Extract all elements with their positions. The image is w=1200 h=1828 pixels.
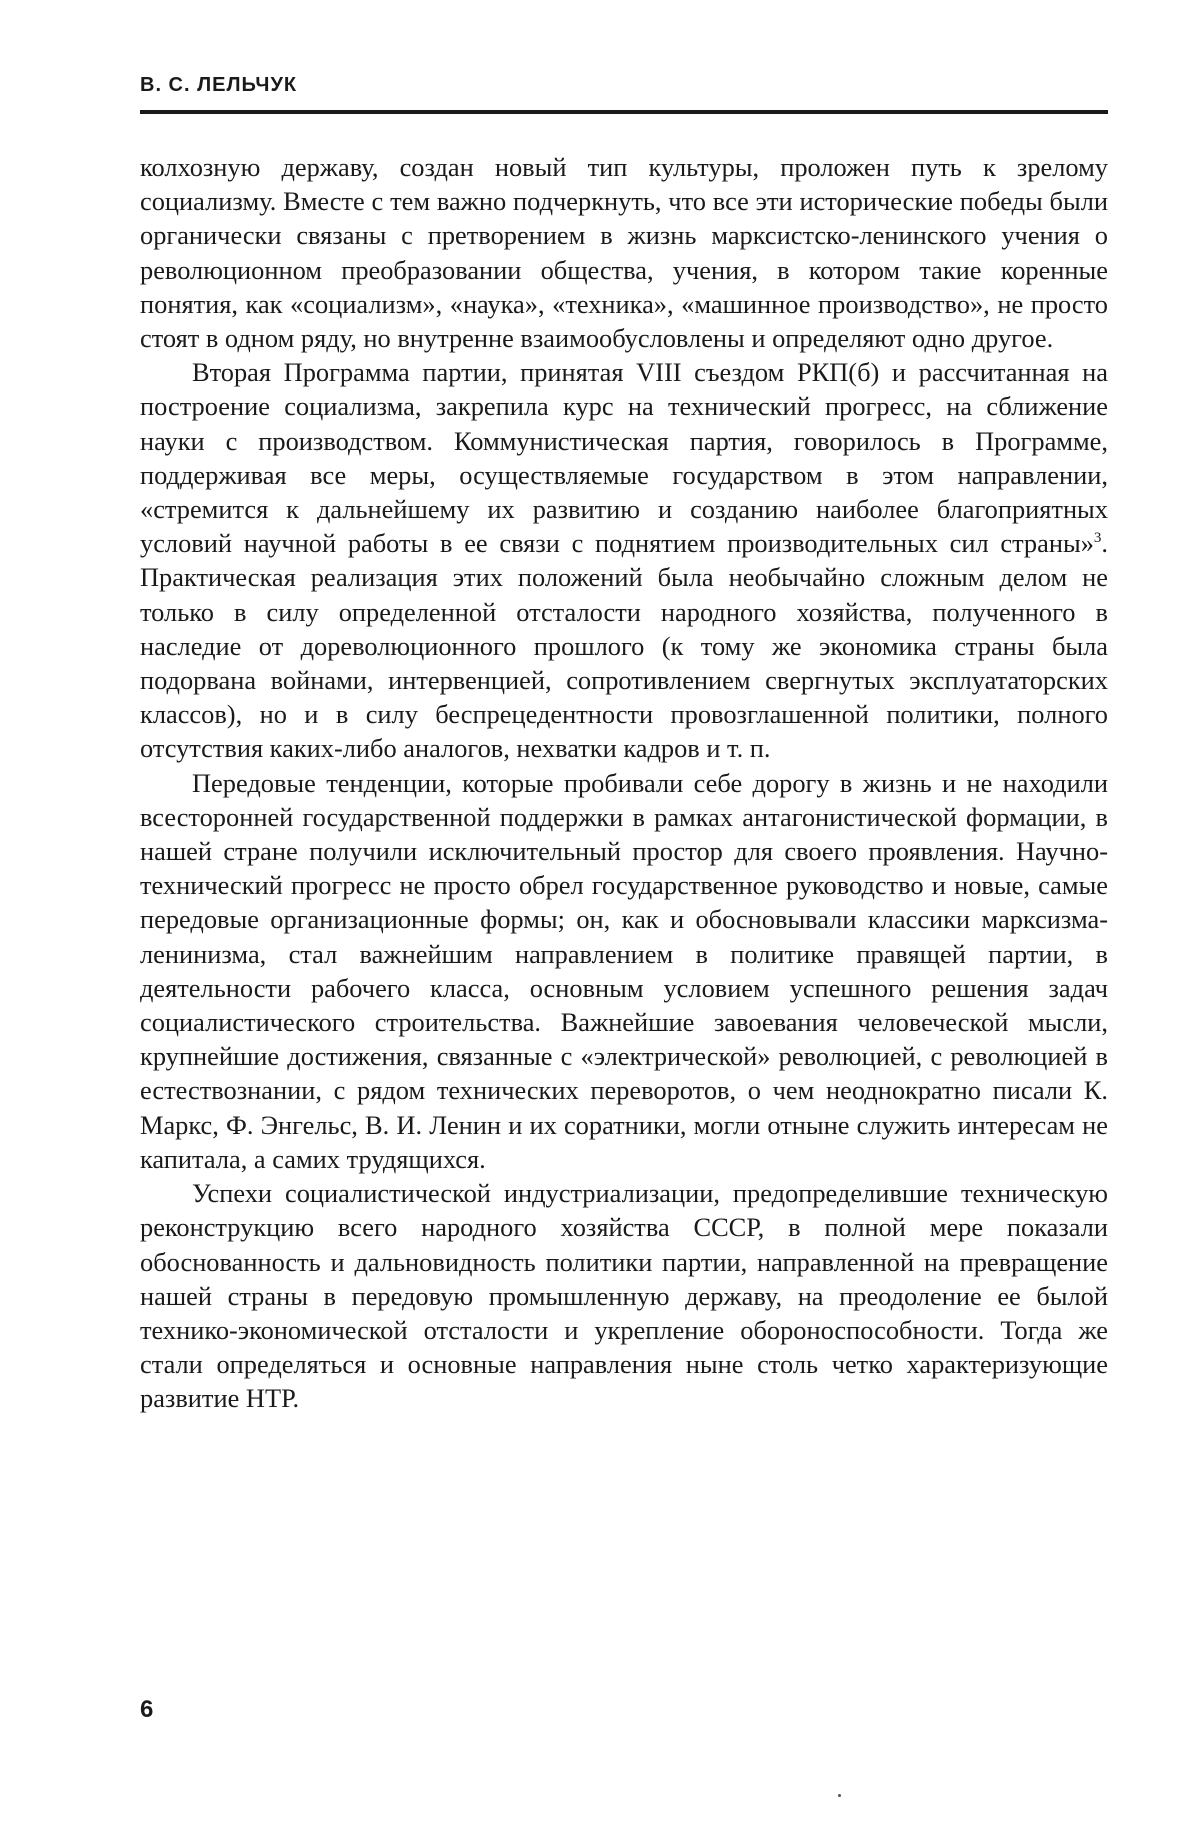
body-text bbox=[140, 150, 1108, 1416]
paragraph-3: Передовые тенденции, которые пробивали себе дорогу в жизнь и не находили всесторонней государственной поддержки в рамках антагонистической формации, в нашей стране получили исключительный простор для своего проявления. Научно-технический прогресс не просто обрел государственное руководство и новые, самые передовые организационные формы; он, как и обосновывали классики марксизма-ленинизма, стал важнейшим направлением в политике правящей партии, в деятельности рабочего класса, основным условием успешного решения задач социалистического строительства. Важнейшие завоевания человеческой мысли, крупнейшие достижения, связанные с «электрической» революцией, с революцией в естествознании, с рядом технических переворотов, о чем неоднократно писали К. Маркс, Ф. Энгельс, В. И. Ленин и их соратники, могли отныне служить интересам не капитала, а самих трудящихся. bbox=[140, 767, 1108, 1174]
running-head-author: В. С. ЛЕЛЬЧУК bbox=[140, 74, 298, 96]
paragraph-1: колхозную державу, создан новый тип культуры, проложен путь к зрелому социализму. Вместе с тем важно подчеркнуть, что все эти исторические победы были органически связаны с претворением в жизнь марксистско-ленинского учения о революционном преобразовании общества, учения, в котором такие коренные понятия, как «социализм», «наука», «техника», «машинное производство», не просто стоят в одном ряду, но внутренне взаимообусловлены и определяют одно другое. bbox=[140, 152, 1108, 354]
paragraph-2 bbox=[140, 355, 1108, 765]
paragraph-4: Успехи социалистической индустриализации, предопределившие техническую реконструкцию всего народного хозяйства СССР, в полной мере показали обоснованность и дальновидность политики партии, направленной на превращение нашей страны в передовую промышленную державу, на преодоление ее былой технико-экономической отсталости и укрепление обороноспособности. Тогда же стали определяться и основные направления ныне столь четко характеризующие развитие НТР. bbox=[140, 1178, 1108, 1414]
page-number: 6 bbox=[140, 1696, 154, 1723]
footnote-reference-3: 3 bbox=[1093, 530, 1102, 547]
header-rule bbox=[140, 110, 1108, 114]
paragraph-2-text-before-footnote: Вторая Программа партии, принятая VIII съездом РКП(б) и рассчитанная на построение социализма, закрепила курс на технический прогресс, на сближение науки с производством. Коммунистическая партия, говорилось в Программе, поддерживая все меры, осуществляемые государством в этом направлении, «стремится к дальнейшему их развитию и созданию наиболее благоприятных условий научной работы в ее связи с поднятием производительных сил страны» bbox=[140, 357, 1108, 559]
paragraph-2-text-after-footnote: . Практическая реализация этих положений была необычайно сложным делом не только в силу определенной отсталости народного хозяйства, полученного в наследие от дореволюционного прошлого (к тому же экономика страны была подорвана войнами, интервенцией, сопротивлением свергнутых эксплуататорских классов), но и в силу беспрецедентности провозглашенной политики, полного отсутствия каких-либо аналогов, нехватки кадров и т. п. bbox=[140, 528, 1108, 764]
scan-speck bbox=[838, 1794, 841, 1797]
